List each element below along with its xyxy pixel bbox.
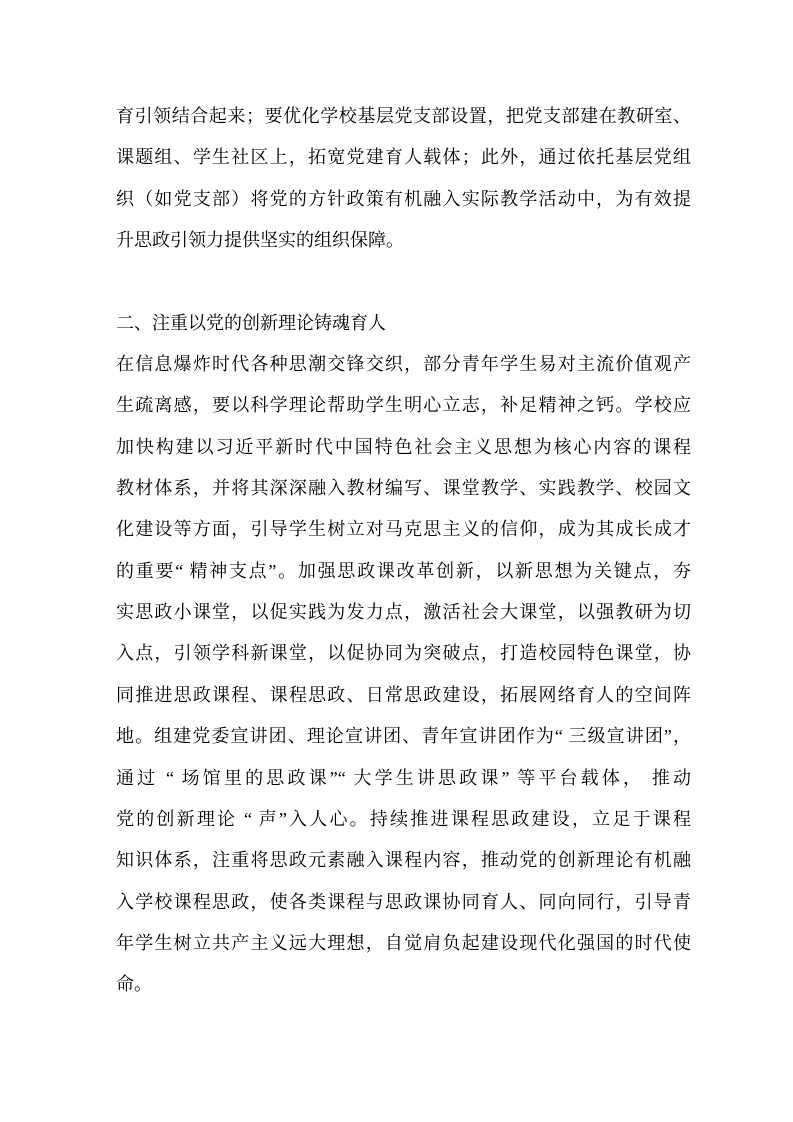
paragraph-2-line-15: 年学生树立共产主义远大理想，自觉肩负起建设现代化强国的时代使	[116, 932, 691, 953]
paragraph-1-line-4: 升思政引领力提供坚实的组织保障。	[116, 230, 404, 251]
paragraph-2-line-16: 命。	[116, 974, 152, 995]
document-page	[116, 96, 691, 1006]
section-heading-2	[116, 303, 691, 344]
section-heading-2-line-1: 二、注重以党的创新理论铸魂育人	[116, 312, 386, 333]
paragraph-2-line-12: 党的创新理论 “ 声”入人心。持续推进课程思政建设，立足于课程	[116, 808, 691, 829]
paragraph-2-line-9: 同推进思政课程、课程思政、日常思政建设，拓展网络育人的空间阵	[116, 684, 691, 705]
paragraph-1-line-3: 织（如党支部）将党的方针政策有机融入实际教学活动中，为有效提	[116, 188, 691, 209]
paragraph-2-line-1: 在信息爆炸时代各种思潮交锋交织，部分青年学生易对主流价值观产	[116, 354, 691, 375]
paragraph-1	[116, 96, 691, 261]
paragraph-2-line-14: 入学校课程思政，使各类课程与思政课协同育人、同向同行，引导青	[116, 891, 691, 912]
paragraph-2-line-6: 的重要“ 精神支点”。加强思政课改革创新，以新思想为关键点，夯	[116, 560, 691, 581]
paragraph-1-line-1: 育引领结合起来；要优化学校基层党支部设置，把党支部建在教研室、	[116, 106, 691, 126]
paragraph-2-line-13: 知识体系，注重将思政元素融入课程内容，推动党的创新理论有机融	[116, 850, 691, 871]
paragraph-2-line-5: 化建设等方面，引导学生树立对马克思主义的信仰，成为其成长成才	[116, 519, 691, 540]
paragraph-2-line-7: 实思政小课堂，以促实践为发力点，激活社会大课堂，以强教研为切	[116, 602, 691, 623]
paragraph-1-line-2: 课题组、学生社区上，拓宽党建育人载体；此外，通过依托基层党组	[116, 147, 691, 168]
paragraph-2-line-2: 生疏离感，要以科学理论帮助学生明心立志，补足精神之钙。学校应	[116, 395, 691, 416]
document-body	[116, 96, 691, 1006]
paragraph-2-line-3: 加快构建以习近平新时代中国特色社会主义思想为核心内容的课程	[116, 436, 691, 457]
paragraph-2-line-8: 入点，引领学科新课堂，以促协同为突破点，打造校园特色课堂，协	[116, 643, 691, 664]
paragraph-2-line-10: 地。组建党委宣讲团、理论宣讲团、青年宣讲团作为“ 三级宣讲团”，	[116, 726, 691, 747]
paragraph-2	[116, 344, 691, 1006]
paragraph-2-line-11: 通过 “ 场馆里的思政课”“ 大学生讲思政课” 等平台载体， 推动	[116, 767, 691, 788]
paragraph-2-line-4: 教材体系，并将其深深融入教材编写、课堂教学、实践教学、校园文	[116, 478, 691, 499]
